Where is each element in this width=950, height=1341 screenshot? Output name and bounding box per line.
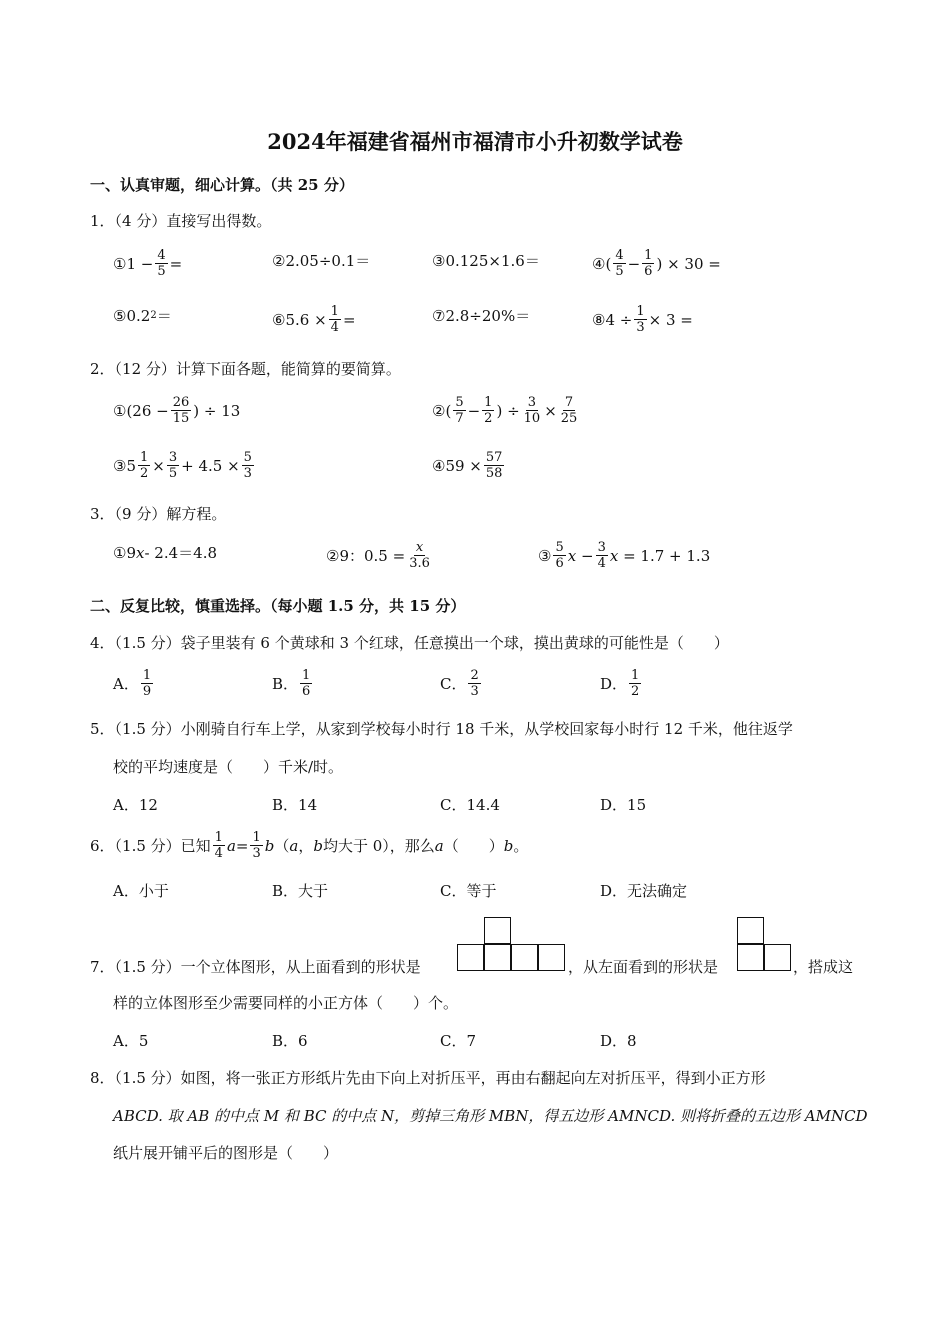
q7-option-d[interactable]: D．8 xyxy=(600,1032,637,1050)
cube-face xyxy=(737,944,764,971)
q6-option-a[interactable]: A．小于 xyxy=(113,882,169,900)
q3-item-2: ② 9：0.5 = $\frac{x}{3.6}$ xyxy=(326,540,430,571)
cube-face xyxy=(457,944,484,971)
q5-option-c[interactable]: C．14.4 xyxy=(440,796,500,814)
q6-option-d[interactable]: D．无法确定 xyxy=(600,882,688,900)
q4-option-b[interactable]: B． $\frac{1}{6}$ xyxy=(272,668,311,699)
q1-item-6: ⑥ 5.6 × $\frac{1}{4}$ = xyxy=(272,304,356,335)
cube-face xyxy=(538,944,565,971)
q1-item-1: ① 1 − $\frac{4}{5}$ = xyxy=(113,248,183,279)
section-2-heading: 二、反复比较，慎重选择。（每小题 1.5 分，共 15 分） xyxy=(90,597,466,615)
q2-item-1: ① (26 − $\frac{26}{15}$ ) ÷ 13 xyxy=(113,395,241,426)
q3-item-3: ③ $\frac{5}{6}$ x − $\frac{3}{4}$ x = 1.7 + 1.3 xyxy=(538,540,711,571)
q1-item-5: ⑤ 0.2 2 ＝ xyxy=(113,306,172,325)
q3-stem: 3．（9 分）解方程。 xyxy=(90,505,227,523)
left-view-figure xyxy=(737,917,793,973)
q6-option-b[interactable]: B．大于 xyxy=(272,882,329,900)
q5-line-2: 校的平均速度是（ ）千米/时。 xyxy=(113,758,344,776)
q1-item-7: ⑦ 2.8÷20%＝ xyxy=(432,306,531,325)
cube-face xyxy=(511,944,538,971)
q7-line-1-part-2: ，从左面看到的形状是 xyxy=(568,958,719,976)
q5-option-a[interactable]: A．12 xyxy=(113,796,158,814)
q7-line-1-part-1: 7．（1.5 分）一个立体图形，从上面看到的形状是 xyxy=(90,958,421,976)
cube-face xyxy=(764,944,791,971)
q2-stem: 2．（12 分）计算下面各题，能简算的要简算。 xyxy=(90,360,401,378)
q7-option-b[interactable]: B．6 xyxy=(272,1032,308,1050)
q5-option-b[interactable]: B．14 xyxy=(272,796,318,814)
q8-line-2: ABCD. 取 AB 的中点 M 和 BC 的中点 N，剪掉三角形 MBN，得五边形 AMNCD. 则将折叠的五边形 AMNCD xyxy=(113,1107,868,1125)
q2-item-2: ② ( $\frac{5}{7}$ − $\frac{1}{2}$ ) ÷ $\frac{3}{10}$ × $\frac{7}{25}$ xyxy=(432,395,578,426)
q1-item-8: ⑧ 4 ÷ $\frac{1}{3}$ × 3 = xyxy=(592,304,693,335)
q1-item-4: ④ ( $\frac{4}{5}$ − $\frac{1}{6}$ ) × 30 = xyxy=(592,248,721,279)
q6-option-c[interactable]: C．等于 xyxy=(440,882,497,900)
q4-option-d[interactable]: D． $\frac{1}{2}$ xyxy=(600,668,640,699)
page-title: 2024年福建省福州市福清市小升初数学试卷 xyxy=(267,129,683,154)
q4-option-c[interactable]: C． $\frac{2}{3}$ xyxy=(440,668,479,699)
q5-option-d[interactable]: D．15 xyxy=(600,796,647,814)
q7-option-a[interactable]: A．5 xyxy=(113,1032,149,1050)
q7-line-2: 样的立体图形至少需要同样的小正方体（ ）个。 xyxy=(113,994,459,1012)
q3-item-1: ① 9 x - 2.4＝4.8 xyxy=(113,543,218,562)
cube-face xyxy=(484,944,511,971)
q1-item-3: ③ 0.125×1.6＝ xyxy=(432,251,540,270)
q1-item-2: ② 2.05÷0.1＝ xyxy=(272,251,371,270)
q2-item-4: ④ 59 × $\frac{57}{58}$ xyxy=(432,450,503,481)
q6-stem: 6．（1.5 分）已知 $\frac{1}{4}$ a = $\frac{1}{3}$ b （ a ， b 均大于 0），那么 a （ ） b 。 xyxy=(90,830,529,861)
q4-option-a[interactable]: A． $\frac{1}{9}$ xyxy=(113,668,152,699)
q7-option-c[interactable]: C．7 xyxy=(440,1032,477,1050)
cube-face xyxy=(484,917,511,944)
q8-line-1: 8．（1.5 分）如图，将一张正方形纸片先由下向上对折压平，再由右翻起向左对折压平，得到小正方形 xyxy=(90,1069,766,1087)
cube-face xyxy=(737,917,764,944)
section-1-heading: 一、认真审题，细心计算。（共 25 分） xyxy=(90,176,354,194)
q7-line-1-part-3: ，搭成这 xyxy=(793,958,854,976)
q4-stem: 4．（1.5 分）袋子里装有 6 个黄球和 3 个红球，任意摸出一个球，摸出黄球的可能性是（ ） xyxy=(90,634,729,652)
q5-line-1: 5．（1.5 分）小刚骑自行车上学，从家到学校每小时行 18 千米，从学校回家每小时行 12 千米，他往返学 xyxy=(90,720,793,738)
q2-item-3: ③ 5 $\frac{1}{2}$ × $\frac{3}{5}$ + 4.5 × $\frac{5}{3}$ xyxy=(113,450,252,481)
q1-stem: 1．（4 分）直接写出得数。 xyxy=(90,212,272,230)
q8-line-3: 纸片展开铺平后的图形是（ ） xyxy=(113,1144,339,1162)
top-view-figure xyxy=(457,917,567,973)
fraction: $\frac{4}{5}$ xyxy=(157,248,166,279)
